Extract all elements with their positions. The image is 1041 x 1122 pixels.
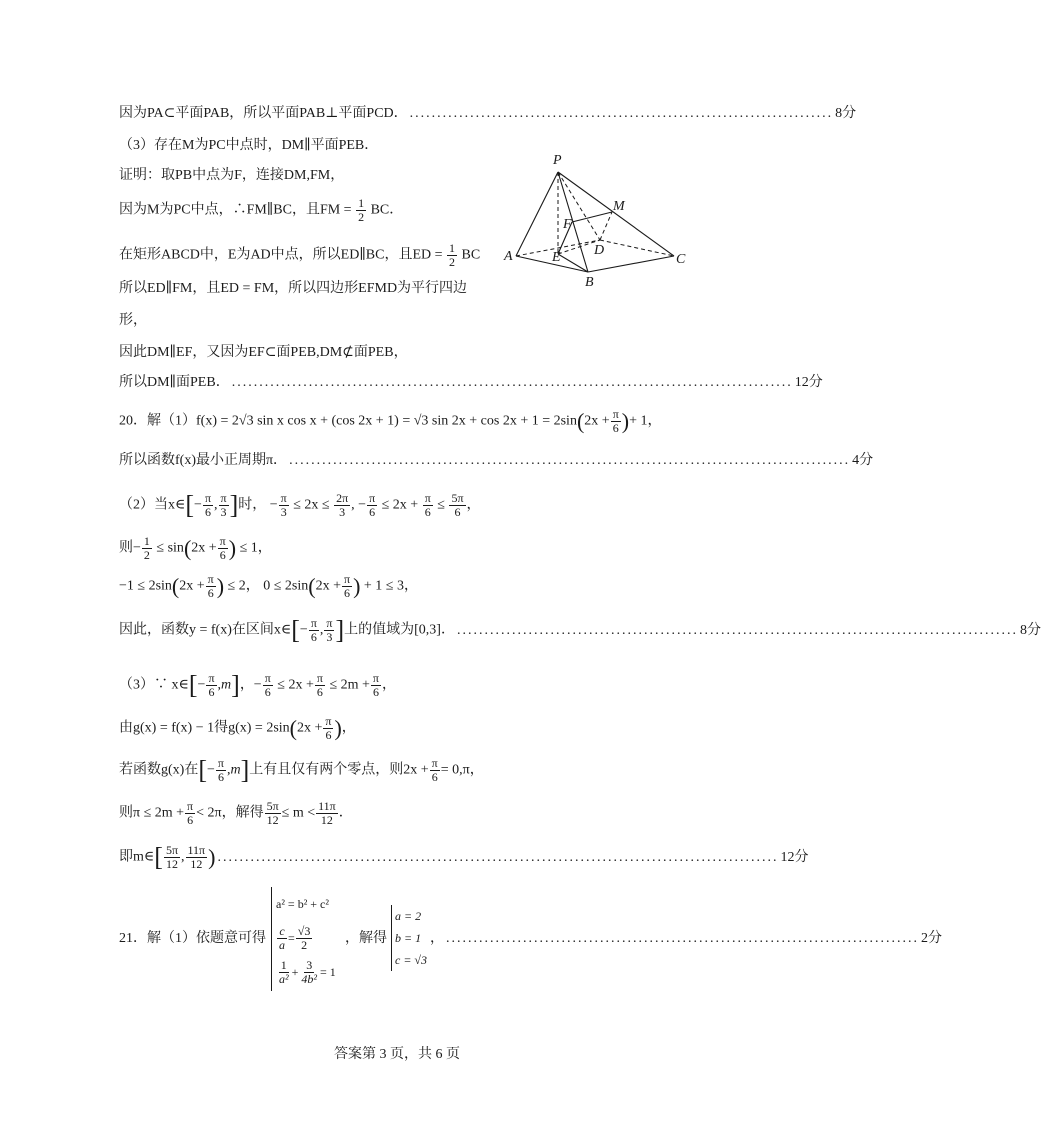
edge-DM bbox=[600, 212, 612, 240]
solution-system: a = 2 b = 1 c = √3 bbox=[391, 905, 427, 971]
label-D: D bbox=[594, 243, 605, 258]
score-2: 2分 bbox=[921, 931, 942, 946]
line-period: 所以函数f(x)最小正周期π． ...................................................................................................... 4分 bbox=[119, 450, 675, 472]
label-A: A bbox=[504, 249, 513, 264]
line-range-conclusion: 因此，函数y = f(x)在区间x∈[− $\frac{\pi}{6}$ , $\frac{\pi}{3}$ ]上的值域为[0,3]． ...................................................................................................... 8分 bbox=[119, 615, 1041, 645]
page-footer: 答案第 3 页，共 6 页 bbox=[334, 1047, 460, 1062]
score-4: 4分 bbox=[852, 453, 874, 468]
line-m-range: 即m∈[ $\frac{5\pi}{12}$ , $\frac{11\pi}{12}$ ) ...................................................................................................... 12分 bbox=[119, 842, 809, 872]
line-20-2: （2）当x∈[− $\frac{\pi}{6}$ , $\frac{\pi}{3}$ ]时， − $\frac{\pi}{3}$ ≤ 2x ≤ $\frac{2\pi}{3}$ , − $\frac{\pi}{6}$ ≤ 2x + $\frac{\pi}{6}$ ≤ $\frac{5\pi}{6}$ ， bbox=[119, 490, 481, 520]
score-12: 12分 bbox=[794, 375, 823, 390]
line-inequality: 则π ≤ 2m + $\frac{\pi}{6}$ < 2π，解得 $\frac{5\pi}{12}$ ≤ m < $\frac{11\pi}{12}$ ． bbox=[119, 799, 353, 827]
score-8-b: 8分 bbox=[1019, 622, 1041, 638]
line-face-perpendicular: 因为PA⊂平面PAB，所以平面PAB⊥平面PCD． ............................................................................. 8分 bbox=[119, 103, 675, 125]
fraction-half: $\frac{1}{2}$ bbox=[358, 196, 365, 224]
label-P: P bbox=[553, 153, 562, 168]
fraction-half-2: $\frac{1}{2}$ bbox=[449, 241, 456, 269]
line-part3-claim: （3）存在M为PC中点时，DM∥平面PEB． bbox=[119, 138, 379, 153]
label-E: E bbox=[552, 250, 561, 265]
score-12-b: 12分 bbox=[780, 849, 809, 865]
pyramid-figure bbox=[500, 150, 690, 290]
score-8: 8分 bbox=[835, 106, 857, 121]
edge-PA bbox=[516, 172, 558, 256]
line-20-3: （3）∵ x∈[− $\frac{\pi}{6}$ ,m]，− $\frac{\pi}{6}$ ≤ 2x + $\frac{\pi}{6}$ ≤ 2m + $\frac{\pi}{6}$ ， bbox=[119, 670, 396, 700]
label-B: B bbox=[585, 275, 594, 290]
line-two-zeros: 若函数g(x)在[− $\frac{\pi}{6}$ ,m]上有且仅有两个零点，则2x + $\frac{\pi}{6}$ = 0,π， bbox=[119, 755, 484, 785]
line-parallelogram: 所以ED∥FM，且ED = FM，所以四边形EFMD为平行四边 bbox=[119, 281, 468, 296]
line-21-intro: 21．解（1）依题意可得 bbox=[119, 931, 266, 946]
edge-FM bbox=[572, 212, 612, 222]
equation-system: a² = b² + c² $\frac{c}{a}$ = $\frac{√3}{2}$ $\frac{1}{\text{a²}}$ + $\frac{3}{\text{4b²}}$ = 1 bbox=[271, 887, 336, 991]
label-M: M bbox=[613, 199, 625, 214]
line-g-def: 由g(x) = f(x) − 1得g(x) = 2sin(2x + $\frac{\pi}{6}$ )， bbox=[119, 714, 356, 742]
line-sin-range: 则− $\frac{1}{2}$ ≤ sin(2x + $\frac{\pi}{6}$ ) ≤ 1， bbox=[119, 534, 272, 562]
line-20-1: 20．解（1）f(x) = 2√3 sin x cos x + (cos 2x + 1) = √3 sin 2x + cos 2x + 1 = 2sin(2x + $\frac{\pi}{6}$ )+ 1， bbox=[119, 407, 662, 435]
line-rectangle: 在矩形ABCD中，E为AD中点，所以ED∥BC，且ED = $\frac{1}{2}$ BC bbox=[119, 241, 481, 269]
line-dm-parallel-ef: 因此DM∥EF，又因为EF⊂面PEB,DM⊄面PEB， bbox=[119, 345, 408, 360]
label-F: F bbox=[563, 217, 572, 232]
edge-BC bbox=[588, 256, 674, 272]
line-fm-parallel: 因为M为PC中点，∴FM∥BC，且FM = $\frac{1}{2}$ BC． bbox=[119, 196, 404, 224]
line-21-solve: ，解得 bbox=[345, 931, 387, 946]
line-conclusion: 所以DM∥面PEB． ...................................................................................................... 12分 bbox=[119, 372, 675, 394]
line-proof-start: 证明：取PB中点为F，连接DM,FM， bbox=[119, 168, 345, 183]
line-21-score: ， ...................................................................................... 2分 bbox=[430, 928, 675, 950]
label-C: C bbox=[676, 252, 686, 267]
line-parallelogram-end: 形， bbox=[119, 313, 147, 328]
line-2sin-range: −1 ≤ 2sin(2x + $\frac{\pi}{6}$ ) ≤ 2， 0 ≤ 2sin(2x + $\frac{\pi}{6}$ ) + 1 ≤ 3， bbox=[119, 572, 418, 600]
